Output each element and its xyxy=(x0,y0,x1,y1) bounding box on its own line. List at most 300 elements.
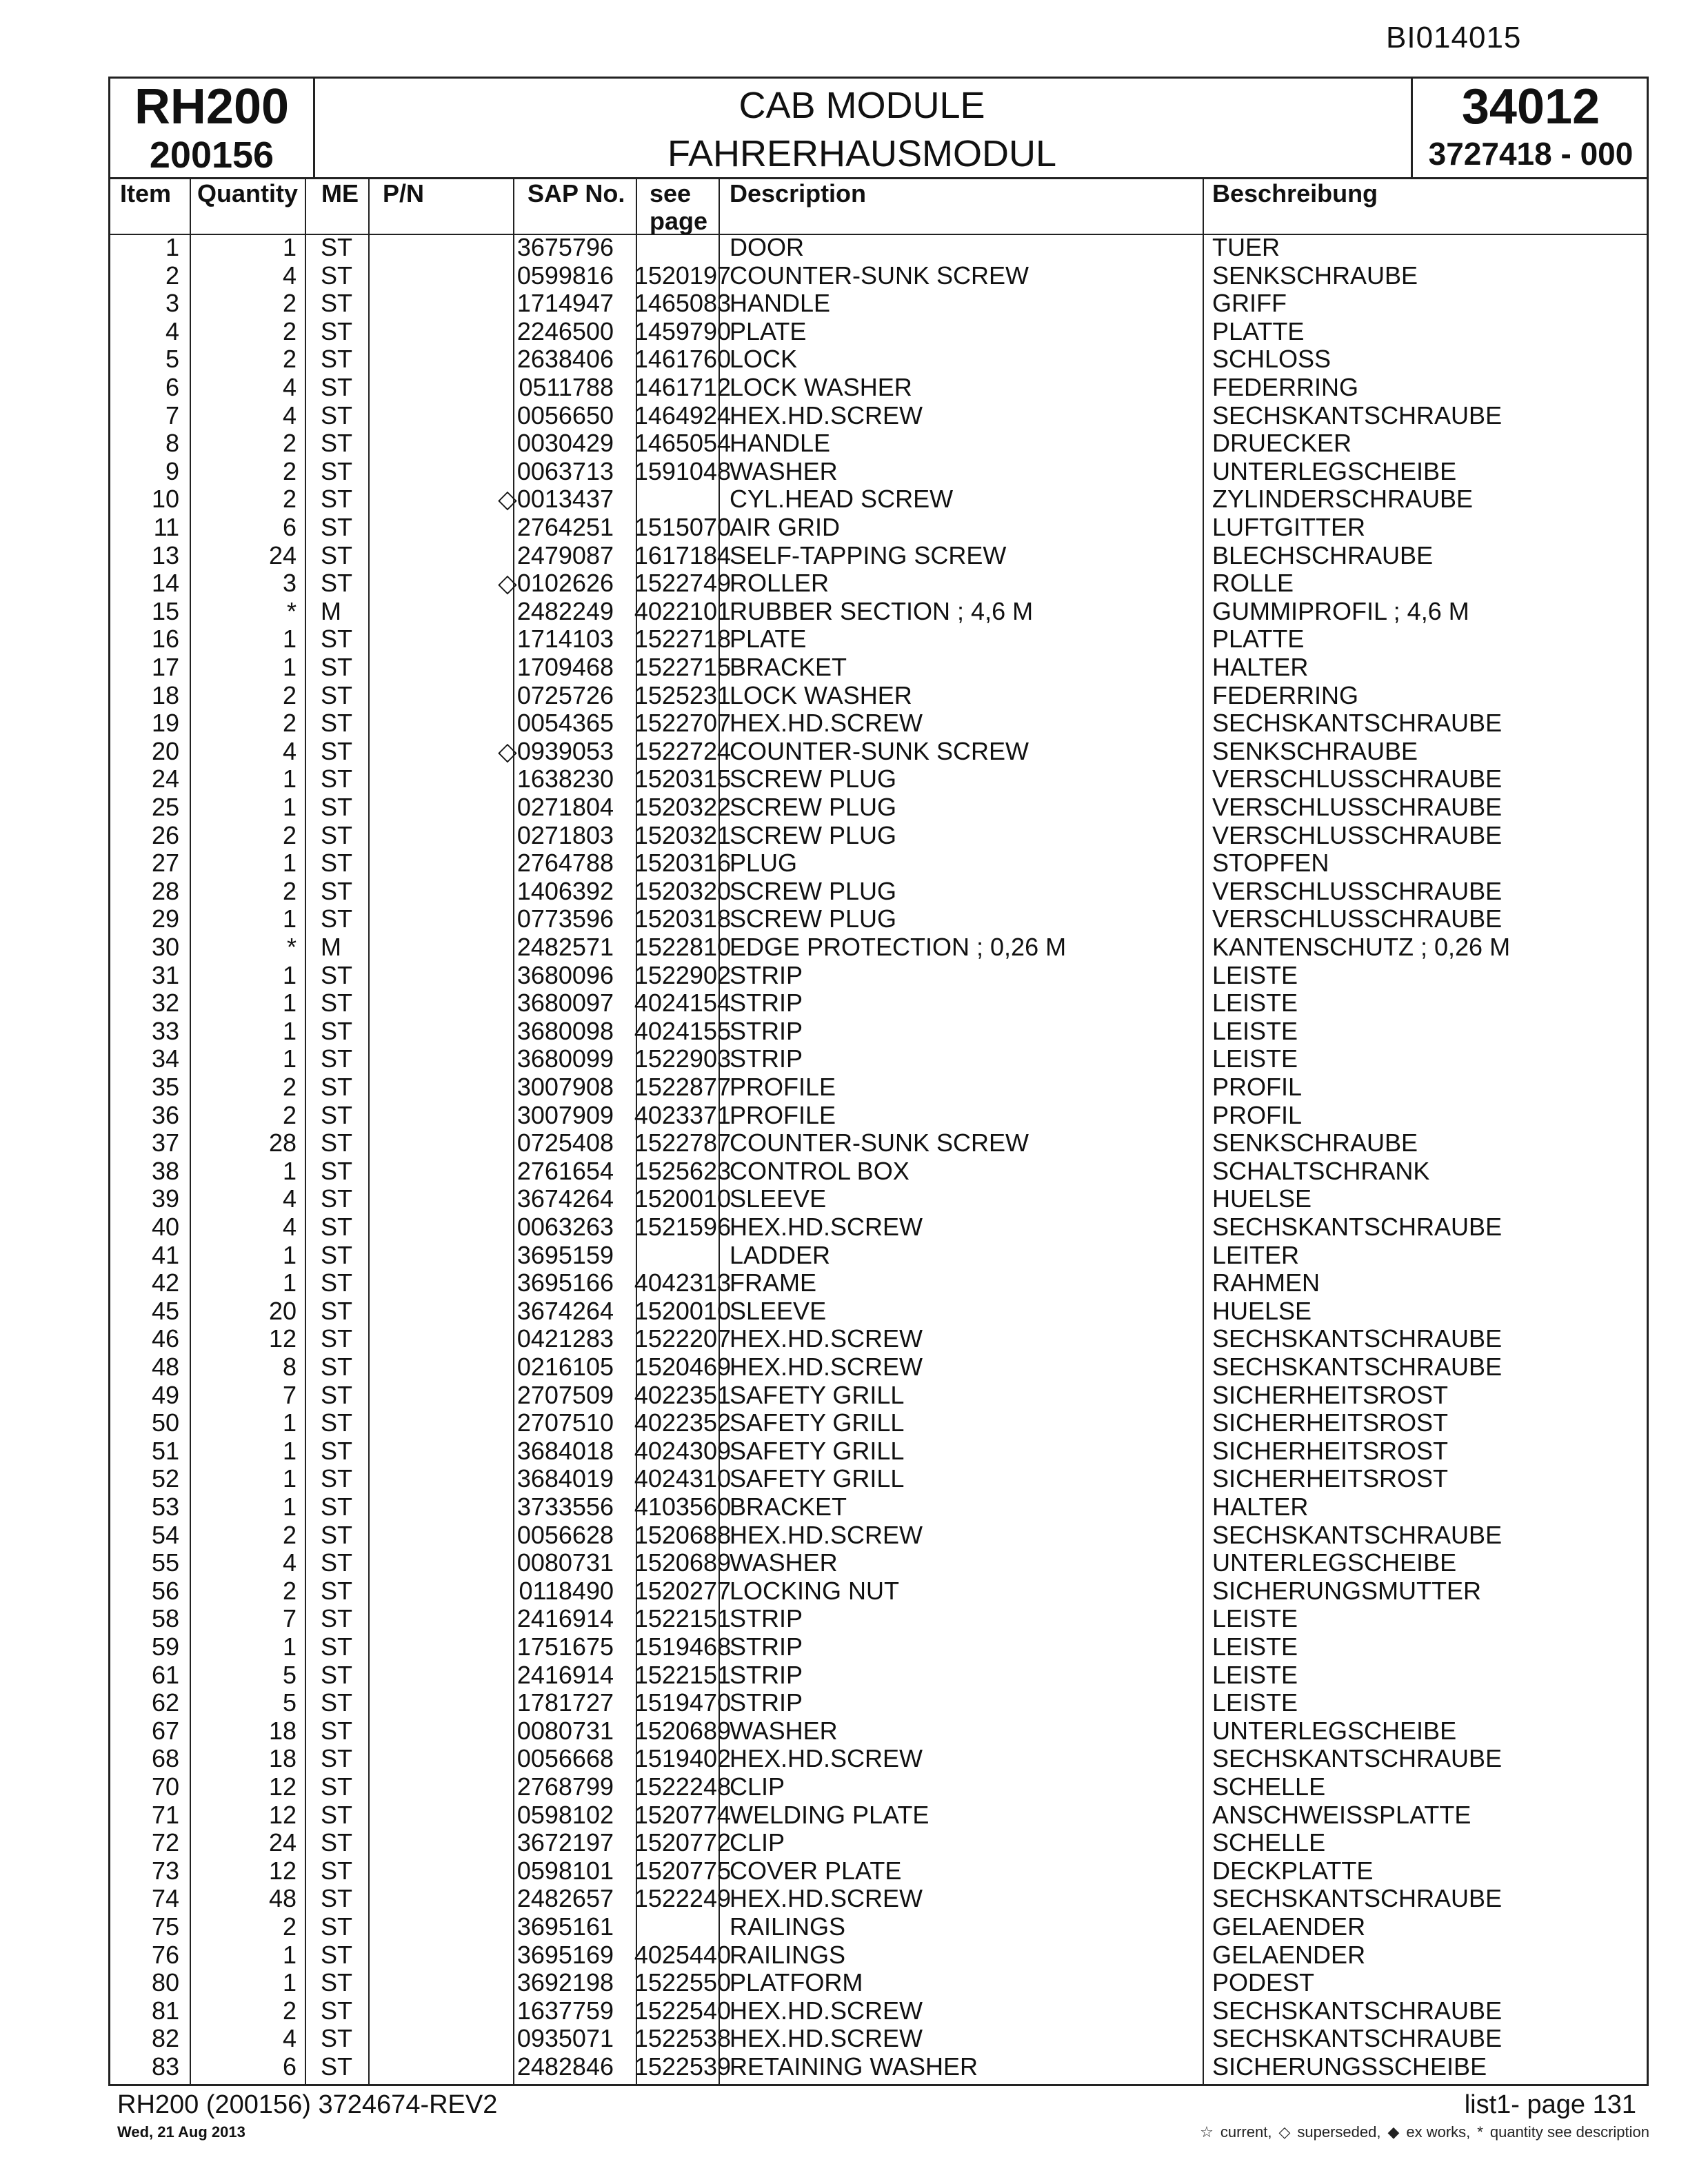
cell-me: ST xyxy=(321,540,353,569)
cell-pn: 3695166 xyxy=(516,1268,614,1297)
cell-description: PROFILE xyxy=(730,1073,836,1101)
cell-item: 52 xyxy=(151,1464,179,1493)
cell-description: STRIP xyxy=(730,960,803,989)
col-me: ME xyxy=(321,179,359,208)
cell-sap: 1591048 xyxy=(634,456,731,485)
title-german: FAHRERHAUSMODUL xyxy=(667,133,1057,174)
cell-item: 61 xyxy=(151,1660,179,1689)
cell-sap: 1522248 xyxy=(634,1772,731,1801)
cell-me: ST xyxy=(321,485,353,514)
table-row xyxy=(110,1465,1647,1493)
table-row xyxy=(110,598,1647,626)
cell-quantity: 1 xyxy=(282,1156,297,1185)
cell-item: 35 xyxy=(151,1073,179,1101)
cell-me: ST xyxy=(321,1548,353,1577)
cell-beschreibung: STOPFEN xyxy=(1212,849,1329,878)
cell-sap: 1522707 xyxy=(634,709,731,738)
cell-pn: 3680098 xyxy=(516,1016,614,1045)
cell-item: 10 xyxy=(151,485,179,514)
cell-me: ST xyxy=(321,1129,353,1157)
table-row xyxy=(110,1605,1647,1633)
cell-pn: 0216105 xyxy=(516,1353,614,1381)
cell-me: M xyxy=(321,933,341,961)
cell-quantity: 1 xyxy=(282,1436,297,1465)
cell-item: 46 xyxy=(151,1324,179,1353)
cell-sap: 1520689 xyxy=(634,1548,731,1577)
cell-quantity: 1 xyxy=(282,849,297,878)
table-row xyxy=(110,1661,1647,1690)
cell-me: ST xyxy=(321,569,353,598)
cell-item: 76 xyxy=(151,1940,179,1969)
col-pn: P/N xyxy=(383,179,425,208)
cell-quantity: 6 xyxy=(282,2052,297,2081)
cell-description: PLATFORM xyxy=(730,1968,863,1997)
table-row xyxy=(110,1185,1647,1213)
cell-item: 13 xyxy=(151,540,179,569)
cell-sap: 1522249 xyxy=(634,1884,731,1913)
table-row xyxy=(110,1242,1647,1270)
cell-beschreibung: VERSCHLUSSCHRAUBE xyxy=(1212,904,1503,933)
cell-pn: 2482249 xyxy=(516,596,614,625)
table-row xyxy=(110,1717,1647,1746)
cell-me: ST xyxy=(321,456,353,485)
cell-beschreibung: SECHSKANTSCHRAUBE xyxy=(1212,1996,1503,2025)
cell-beschreibung: UNTERLEGSCHEIBE xyxy=(1212,456,1457,485)
cell-beschreibung: SICHERUNGSSCHEIBE xyxy=(1212,2052,1487,2081)
cell-me: ST xyxy=(321,765,353,793)
cell-sap: 1464924 xyxy=(634,401,731,429)
cell-quantity: 1 xyxy=(282,1044,297,1073)
table-row xyxy=(110,1437,1647,1466)
cell-item: 40 xyxy=(151,1213,179,1241)
cell-beschreibung: GRIFF xyxy=(1212,289,1287,318)
cell-description: WASHER xyxy=(730,1716,838,1745)
cell-quantity: 2 xyxy=(282,1100,297,1129)
table-row xyxy=(110,849,1647,878)
table-row xyxy=(110,793,1647,822)
cell-beschreibung: PLATTE xyxy=(1212,316,1305,345)
cell-pn: 2246500 xyxy=(516,316,614,345)
table-row xyxy=(110,1018,1647,1046)
cell-item: 83 xyxy=(151,2052,179,2081)
cell-description: SCREW PLUG xyxy=(730,793,897,821)
cell-me: ST xyxy=(321,1632,353,1661)
table-row xyxy=(110,962,1647,990)
cell-sap: 1522540 xyxy=(634,1996,731,2025)
cell-pn: 2482846 xyxy=(516,2052,614,2081)
cell-item: 19 xyxy=(151,709,179,738)
cell-beschreibung: DRUECKER xyxy=(1212,429,1352,458)
cell-beschreibung: UNTERLEGSCHEIBE xyxy=(1212,1716,1457,1745)
cell-quantity: 1 xyxy=(282,1240,297,1269)
cell-item: 37 xyxy=(151,1129,179,1157)
cell-me: ST xyxy=(321,1436,353,1465)
footer-legend xyxy=(1200,2123,1649,2141)
cell-description: HEX.HD.SCREW xyxy=(730,1996,923,2025)
table-row xyxy=(110,374,1647,402)
cell-me: ST xyxy=(321,680,353,709)
cell-quantity: 4 xyxy=(282,401,297,429)
cell-beschreibung: PLATTE xyxy=(1212,625,1305,654)
group-block xyxy=(1411,79,1649,177)
col-see-page xyxy=(650,180,707,235)
cell-pn: 3672197 xyxy=(516,1828,614,1857)
cell-quantity: 1 xyxy=(282,1632,297,1661)
cell-pn: 2416914 xyxy=(516,1604,614,1633)
cell-description: CLIP xyxy=(730,1828,785,1857)
cell-pn: 2416914 xyxy=(516,1660,614,1689)
cell-item: 45 xyxy=(151,1296,179,1325)
cell-me: ST xyxy=(321,1716,353,1745)
cell-sap: 1520321 xyxy=(634,820,731,849)
cell-me: ST xyxy=(321,1996,353,2025)
cell-sap: 1520689 xyxy=(634,1716,731,1745)
table-row xyxy=(110,1521,1647,1550)
cell-quantity: * xyxy=(286,596,297,625)
cell-quantity: 12 xyxy=(268,1324,297,1353)
cell-me: ST xyxy=(321,1324,353,1353)
footer-date: Wed, 21 Aug 2013 xyxy=(117,2123,245,2141)
cell-item: 15 xyxy=(151,596,179,625)
cell-pn: 2479087 xyxy=(516,540,614,569)
cell-quantity: 18 xyxy=(268,1716,297,1745)
cell-quantity: 4 xyxy=(282,2024,297,2053)
col-sap: SAP No. xyxy=(528,179,625,208)
cell-pn: 3680096 xyxy=(516,960,614,989)
cell-description: CYL.HEAD SCREW xyxy=(730,485,954,514)
cell-quantity: 1 xyxy=(282,960,297,989)
cell-beschreibung: LEISTE xyxy=(1212,960,1298,989)
cell-sap: 1520316 xyxy=(634,849,731,878)
cell-sap: 1522810 xyxy=(634,933,731,961)
cell-me: ST xyxy=(321,1296,353,1325)
col-description: Description xyxy=(730,179,867,208)
cell-beschreibung: SECHSKANTSCHRAUBE xyxy=(1212,1520,1503,1549)
cell-pn: 3695169 xyxy=(516,1940,614,1969)
document-id: BI014015 xyxy=(1386,21,1522,54)
cell-pn: 3692198 xyxy=(516,1968,614,1997)
cell-description: STRIP xyxy=(730,1632,803,1661)
cell-sap: 1522207 xyxy=(634,1324,731,1353)
cell-description: COUNTER-SUNK SCREW xyxy=(730,1129,1029,1157)
table-row xyxy=(110,1493,1647,1521)
cell-quantity: 1 xyxy=(282,1940,297,1969)
table-row xyxy=(110,1269,1647,1297)
cell-item: 59 xyxy=(151,1632,179,1661)
cell-item: 3 xyxy=(165,289,179,318)
cell-quantity: 1 xyxy=(282,1268,297,1297)
cell-sap: 1522902 xyxy=(634,960,731,989)
cell-item: 73 xyxy=(151,1856,179,1885)
cell-beschreibung: SCHLOSS xyxy=(1212,345,1332,374)
table-row xyxy=(110,514,1647,542)
title-english: CAB MODULE xyxy=(738,85,985,126)
cell-item: 53 xyxy=(151,1493,179,1521)
table-row xyxy=(110,654,1647,682)
cell-item: 27 xyxy=(151,849,179,878)
cell-beschreibung: TUER xyxy=(1212,233,1280,261)
cell-me: ST xyxy=(321,1604,353,1633)
cell-sap: 1522787 xyxy=(634,1129,731,1157)
cell-sap: 4024309 xyxy=(634,1436,731,1465)
cell-pn: ◇0939053 xyxy=(498,736,614,765)
table-row xyxy=(110,1969,1647,1997)
cell-item: 5 xyxy=(165,345,179,374)
table-row xyxy=(110,1745,1647,1773)
cell-item: 18 xyxy=(151,680,179,709)
cell-me: ST xyxy=(321,261,353,290)
table-row xyxy=(110,625,1647,654)
cell-sap: 1520197 xyxy=(634,261,731,290)
cell-me: ST xyxy=(321,1380,353,1409)
cell-me: ST xyxy=(321,1744,353,1773)
table-row xyxy=(110,1941,1647,1970)
cell-me: ST xyxy=(321,1576,353,1605)
cell-beschreibung: LEISTE xyxy=(1212,1604,1298,1633)
cell-quantity: 7 xyxy=(282,1380,297,1409)
cell-sap: 4024310 xyxy=(634,1464,731,1493)
cell-me: ST xyxy=(321,1268,353,1297)
cell-beschreibung: GELAENDER xyxy=(1212,1940,1366,1969)
cell-beschreibung: BLECHSCHRAUBE xyxy=(1212,540,1434,569)
cell-me: ST xyxy=(321,849,353,878)
cell-me: ST xyxy=(321,1828,353,1857)
cell-description: COUNTER-SUNK SCREW xyxy=(730,261,1029,290)
cell-pn: 1637759 xyxy=(516,1996,614,2025)
cell-sap: 1522538 xyxy=(634,2024,731,2053)
cell-me: ST xyxy=(321,1800,353,1829)
col-beschreibung: Beschreibung xyxy=(1212,179,1378,208)
cell-item: 1 xyxy=(165,233,179,261)
cell-pn: 2638406 xyxy=(516,345,614,374)
table-row xyxy=(110,738,1647,766)
cell-beschreibung: LEISTE xyxy=(1212,989,1298,1018)
cell-me: ST xyxy=(321,1184,353,1213)
cell-sap: 1515070 xyxy=(634,513,731,541)
cell-description: SAFETY GRILL xyxy=(730,1436,905,1465)
cell-beschreibung: SECHSKANTSCHRAUBE xyxy=(1212,2024,1503,2053)
cell-me: ST xyxy=(321,793,353,821)
cell-beschreibung: SICHERUNGSMUTTER xyxy=(1212,1576,1482,1605)
cell-description: LOCKING NUT xyxy=(730,1576,900,1605)
cell-description: PLATE xyxy=(730,625,807,654)
cell-item: 17 xyxy=(151,653,179,681)
table-row xyxy=(110,905,1647,933)
cell-pn: 0511788 xyxy=(519,373,614,401)
cell-sap: 1465083 xyxy=(634,289,731,318)
cell-description: HEX.HD.SCREW xyxy=(730,1324,923,1353)
cell-beschreibung: UNTERLEGSCHEIBE xyxy=(1212,1548,1457,1577)
cell-me: ST xyxy=(321,1940,353,1969)
cell-description: STRIP xyxy=(730,989,803,1018)
model-name: RH200 xyxy=(134,79,290,134)
cell-beschreibung: SICHERHEITSROST xyxy=(1212,1380,1449,1409)
table-row xyxy=(110,402,1647,430)
cell-pn: ◇0102626 xyxy=(498,569,614,598)
cell-me: ST xyxy=(321,1884,353,1913)
column-headers xyxy=(110,177,1647,235)
cell-me: ST xyxy=(321,1968,353,1997)
cell-beschreibung: PROFIL xyxy=(1212,1100,1303,1129)
cell-sap: 4022101 xyxy=(634,596,731,625)
cell-me: ST xyxy=(321,1772,353,1801)
cell-beschreibung: ROLLE xyxy=(1212,569,1294,598)
col-item: Item xyxy=(120,179,172,208)
cell-pn: 3695159 xyxy=(516,1240,614,1269)
cell-description: FRAME xyxy=(730,1268,816,1297)
cell-quantity: 24 xyxy=(268,540,297,569)
cell-quantity: 12 xyxy=(268,1772,297,1801)
table-row xyxy=(110,1129,1647,1157)
cell-beschreibung: SECHSKANTSCHRAUBE xyxy=(1212,1884,1503,1913)
legend-ex-works: ex works, xyxy=(1406,2123,1471,2141)
cell-quantity: 1 xyxy=(282,1408,297,1437)
cell-description: PROFILE xyxy=(730,1100,836,1129)
cell-sap: 4024155 xyxy=(634,1016,731,1045)
cell-quantity: 4 xyxy=(282,1213,297,1241)
cell-me: ST xyxy=(321,1213,353,1241)
table-row xyxy=(110,1633,1647,1661)
cell-me: ST xyxy=(321,345,353,374)
cell-sap: 1520010 xyxy=(634,1296,731,1325)
cell-pn: 1709468 xyxy=(516,653,614,681)
cell-description: HEX.HD.SCREW xyxy=(730,2024,923,2053)
cell-quantity: 2 xyxy=(282,485,297,514)
cell-item: 8 xyxy=(165,429,179,458)
table-row xyxy=(110,1382,1647,1410)
cell-me: ST xyxy=(321,1100,353,1129)
cell-quantity: 2 xyxy=(282,876,297,905)
cell-me: ST xyxy=(321,1912,353,1941)
cell-beschreibung: VERSCHLUSSCHRAUBE xyxy=(1212,876,1503,905)
cell-description: HANDLE xyxy=(730,289,831,318)
cell-pn: 2482571 xyxy=(516,933,614,961)
cell-me: ST xyxy=(321,960,353,989)
cell-description: STRIP xyxy=(730,1604,803,1633)
cell-me: ST xyxy=(321,625,353,654)
cell-description: SLEEVE xyxy=(730,1296,827,1325)
table-row xyxy=(110,682,1647,710)
table-row xyxy=(110,345,1647,374)
diamond-outline-icon: ◇ xyxy=(1278,2123,1291,2141)
col-quantity: Quantity xyxy=(197,179,299,208)
cell-quantity: 2 xyxy=(282,1996,297,2025)
cell-sap: 1520318 xyxy=(634,904,731,933)
cell-pn: 1638230 xyxy=(516,765,614,793)
cell-item: 55 xyxy=(151,1548,179,1577)
cell-pn: 0598101 xyxy=(516,1856,614,1885)
cell-description: AIR GRID xyxy=(730,513,841,541)
cell-item: 32 xyxy=(151,989,179,1018)
cell-sap: 1520469 xyxy=(634,1353,731,1381)
cell-quantity: 18 xyxy=(268,1744,297,1773)
table-row xyxy=(110,765,1647,793)
cell-item: 34 xyxy=(151,1044,179,1073)
cell-me: ST xyxy=(321,653,353,681)
cell-description: DOOR xyxy=(730,233,804,261)
cell-pn: 2482657 xyxy=(516,1884,614,1913)
cell-sap: 4103560 xyxy=(634,1493,731,1521)
cell-me: ST xyxy=(321,709,353,738)
cell-beschreibung: VERSCHLUSSCHRAUBE xyxy=(1212,820,1503,849)
cell-sap: 4023371 xyxy=(634,1100,731,1129)
cell-beschreibung: SECHSKANTSCHRAUBE xyxy=(1212,1324,1503,1353)
cell-pn: 0056668 xyxy=(516,1744,614,1773)
cell-description: ROLLER xyxy=(730,569,830,598)
col-see-page-line1: see xyxy=(650,179,692,208)
cell-pn: 1714103 xyxy=(516,625,614,654)
cell-sap: 1461760 xyxy=(634,345,731,374)
cell-item: 38 xyxy=(151,1156,179,1185)
cell-pn: 0030429 xyxy=(516,429,614,458)
cell-sap: 1520010 xyxy=(634,1184,731,1213)
cell-beschreibung: VERSCHLUSSCHRAUBE xyxy=(1212,765,1503,793)
cell-beschreibung: SECHSKANTSCHRAUBE xyxy=(1212,1353,1503,1381)
cell-beschreibung: SICHERHEITSROST xyxy=(1212,1408,1449,1437)
cell-me: ST xyxy=(321,1073,353,1101)
cell-quantity: 12 xyxy=(268,1800,297,1829)
cell-quantity: 1 xyxy=(282,1464,297,1493)
cell-description: RAILINGS xyxy=(730,1940,846,1969)
table-row xyxy=(110,1353,1647,1382)
cell-item: 72 xyxy=(151,1828,179,1857)
cell-description: SAFETY GRILL xyxy=(730,1380,905,1409)
table-row xyxy=(110,485,1647,514)
cell-quantity: 2 xyxy=(282,820,297,849)
cell-item: 31 xyxy=(151,960,179,989)
cell-quantity: 5 xyxy=(282,1660,297,1689)
cell-quantity: 4 xyxy=(282,736,297,765)
cell-beschreibung: LEISTE xyxy=(1212,1016,1298,1045)
cell-quantity: 4 xyxy=(282,261,297,290)
cell-beschreibung: LEITER xyxy=(1212,1240,1300,1269)
cell-description: WELDING PLATE xyxy=(730,1800,930,1829)
cell-pn: 0063713 xyxy=(516,456,614,485)
cell-item: 51 xyxy=(151,1436,179,1465)
cell-quantity: 5 xyxy=(282,1688,297,1717)
cell-sap: 1520772 xyxy=(634,1828,731,1857)
table-row xyxy=(110,1213,1647,1242)
cell-pn: 0598102 xyxy=(516,1800,614,1829)
cell-quantity: 3 xyxy=(282,569,297,598)
cell-item: 48 xyxy=(151,1353,179,1381)
cell-item: 30 xyxy=(151,933,179,961)
cell-description: BRACKET xyxy=(730,653,847,681)
cell-description: SELF-TAPPING SCREW xyxy=(730,540,1007,569)
cell-sap: 4024154 xyxy=(634,989,731,1018)
drawing-number: 3727418 - 000 xyxy=(1428,136,1634,172)
cell-description: HEX.HD.SCREW xyxy=(730,1884,923,1913)
cell-pn: 3674264 xyxy=(516,1184,614,1213)
cell-item: 11 xyxy=(153,513,179,541)
cell-item: 24 xyxy=(151,765,179,793)
cell-quantity: 1 xyxy=(282,793,297,821)
cell-me: ST xyxy=(321,736,353,765)
cell-quantity: 2 xyxy=(282,316,297,345)
cell-beschreibung: SENKSCHRAUBE xyxy=(1212,261,1418,290)
cell-pn: 1781727 xyxy=(516,1688,614,1717)
cell-quantity: 2 xyxy=(282,1520,297,1549)
cell-item: 81 xyxy=(151,1996,179,2025)
legend-superseded: superseded, xyxy=(1297,2123,1381,2141)
table-row xyxy=(110,429,1647,458)
cell-me: ST xyxy=(321,1520,353,1549)
table-row xyxy=(110,1297,1647,1326)
cell-me: ST xyxy=(321,820,353,849)
cell-sap: 1522151 xyxy=(634,1604,731,1633)
cell-item: 71 xyxy=(151,1800,179,1829)
cell-beschreibung: DECKPLATTE xyxy=(1212,1856,1374,1885)
